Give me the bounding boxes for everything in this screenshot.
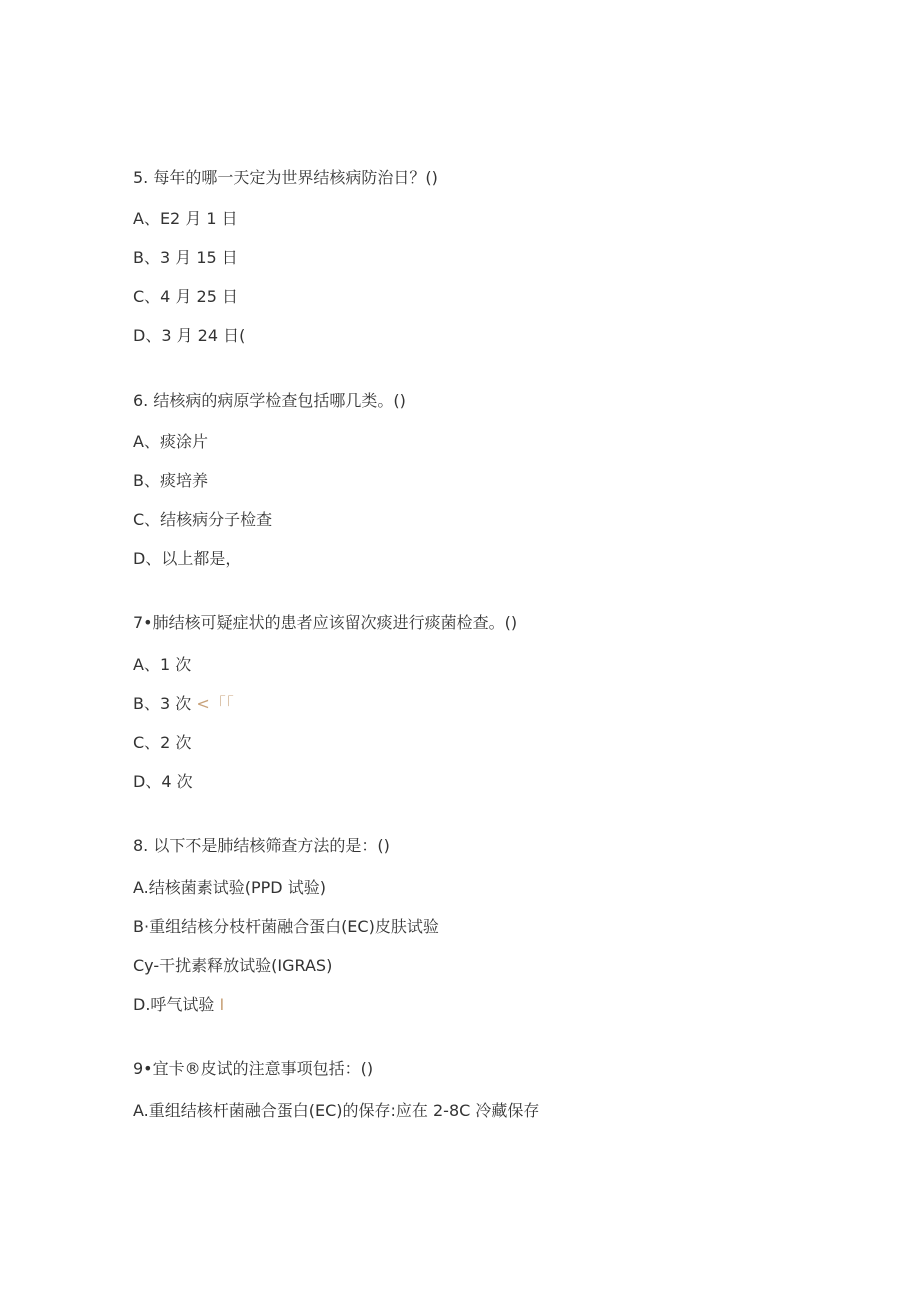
q8-option-a: A.结核菌素试验(PPD 试验)	[133, 878, 326, 897]
q7-option-b: B、3 次	[133, 694, 192, 713]
q7-option-b-mark: <「「	[196, 694, 234, 713]
q7-option-d: D、4 次	[133, 772, 193, 791]
q5-option-b: B、3 月 15 日	[133, 248, 238, 267]
q5-option-d: D、3 月 24 日(	[133, 326, 246, 345]
q6-stem: 6. 结核病的病原学检查包括哪几类。()	[133, 391, 406, 410]
q9-stem: 9•宜卡®皮试的注意事项包括：()	[133, 1059, 374, 1078]
q8-stem: 8. 以下不是肺结核筛查方法的是：()	[133, 836, 390, 855]
q8-option-d-row	[133, 995, 224, 1015]
q6-option-b: B、痰培养	[133, 471, 208, 490]
q9-option-a: A.重组结核杆菌融合蛋白(EC)的保存:应在 2-8C 冷藏保存	[133, 1101, 540, 1120]
q7-option-b-row	[133, 694, 234, 714]
q8-option-d-mark: I	[219, 995, 225, 1014]
q5-stem: 5. 每年的哪一天定为世界结核病防治日？()	[133, 168, 438, 187]
q5-option-c: C、4 月 25 日	[133, 287, 238, 306]
q8-option-b: B·重组结核分枝杆菌融合蛋白(EC)皮肤试验	[133, 917, 439, 936]
q5-option-a: A、E2 月 1 日	[133, 209, 238, 228]
q8-option-d: D.呼气试验	[133, 995, 215, 1014]
q8-option-c: Cy-干扰素释放试验(IGRAS)	[133, 956, 333, 975]
q6-option-d: D、以上都是，	[133, 549, 242, 568]
q7-option-a: A、1 次	[133, 655, 192, 674]
q7-stem: 7•肺结核可疑症状的患者应该留次痰进行痰菌检查。()	[133, 613, 518, 632]
q7-option-c: C、2 次	[133, 733, 192, 752]
q6-option-a: A、痰涂片	[133, 432, 208, 451]
q6-option-c: C、结核病分子检查	[133, 510, 273, 529]
